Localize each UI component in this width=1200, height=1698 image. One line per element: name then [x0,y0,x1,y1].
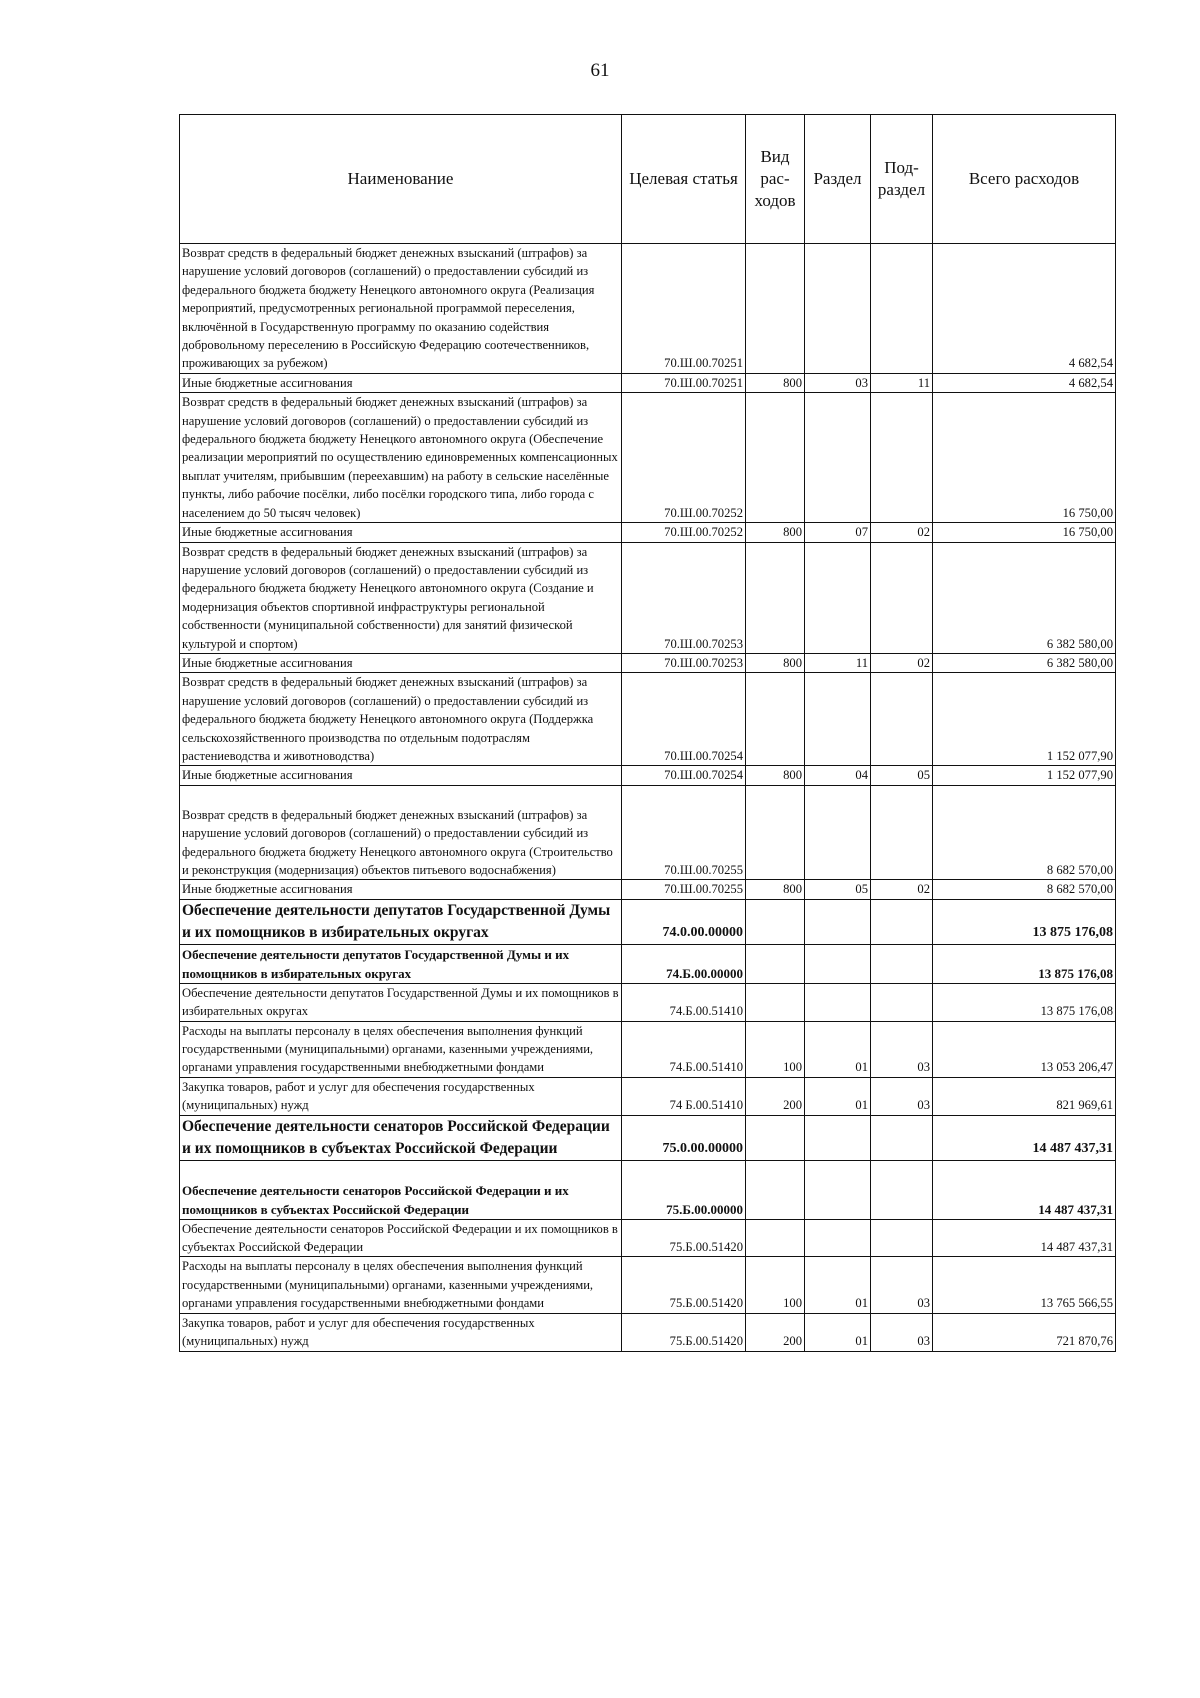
row-expense-type [746,944,805,983]
row-total: 8 682 570,00 [933,785,1116,880]
row-expense-type [746,1160,805,1219]
row-name: Иные бюджетные ассигнования [180,523,622,542]
row-expense-type [746,542,805,653]
page-number: 61 [590,60,610,81]
table-row [180,673,1116,766]
table-row [180,373,1116,392]
row-subsection [871,1115,933,1160]
row-target-article: 74.Б.00.00000 [622,944,746,983]
row-subsection [871,542,933,653]
row-section [805,899,871,944]
row-subsection: 02 [871,653,933,672]
row-expense-type: 800 [746,373,805,392]
row-subsection [871,785,933,880]
row-name: Обеспечение деятельности депутатов Государственной Думы и их помощников в избирательных округах [180,899,622,944]
row-subsection [871,1219,933,1257]
row-name: Возврат средств в федеральный бюджет денежных взысканий (штрафов) за нарушение условий договоров (соглашений) о предоставлении субсидий из федерального бюджета бюджету Ненецкого автономного округа (Обеспечение реализации мероприятий по осуществлению единовременных компенсационных выплат учителям, прибывшим (переехавшим) на работу в сельские населённые пункты, либо рабочие посёлки, либо посёлки городского типа, либо города с населением до 50 тысяч человек) [180,393,622,523]
table-row-subprogram [180,944,1116,983]
row-target-article: 75.Б.00.51420 [622,1313,746,1351]
row-target-article: 70.Ш.00.70255 [622,880,746,899]
row-target-article: 70.Ш.00.70252 [622,393,746,523]
row-target-article: 70.Ш.00.70255 [622,785,746,880]
row-subsection: 11 [871,373,933,392]
row-target-article: 75.0.00.00000 [622,1115,746,1160]
row-section: 01 [805,1257,871,1313]
row-section: 07 [805,523,871,542]
row-total: 16 750,00 [933,393,1116,523]
table-row [180,523,1116,542]
table-row [180,393,1116,523]
row-expense-type: 800 [746,766,805,785]
row-name: Возврат средств в федеральный бюджет денежных взысканий (штрафов) за нарушение условий договоров (соглашений) о предоставлении субсидий из федерального бюджета бюджету Ненецкого автономного округа (Реализация мероприятий, предусмотренных региональной программой переселения, включённой в Государственную программу по оказанию содействия добровольному переселению в Российскую Федерацию соотечественников, проживающих за рубежом) [180,244,622,374]
table-row [180,1021,1116,1077]
row-expense-type [746,244,805,374]
row-section [805,1219,871,1257]
row-target-article: 70.Ш.00.70254 [622,766,746,785]
row-total: 16 750,00 [933,523,1116,542]
table-row [180,244,1116,374]
row-target-article: 74.0.00.00000 [622,899,746,944]
header-expense-type: Вид рас- ходов [746,115,805,244]
row-name: Обеспечение деятельности депутатов Государственной Думы и их помощников в избирательных округах [180,983,622,1021]
row-section [805,542,871,653]
header-section: Раздел [805,115,871,244]
row-subsection: 03 [871,1257,933,1313]
row-target-article: 70.Ш.00.70253 [622,653,746,672]
row-subsection [871,673,933,766]
row-name: Обеспечение деятельности сенаторов Российской Федерации и их помощников в субъектах Российской Федерации [180,1115,622,1160]
row-name: Иные бюджетные ассигнования [180,373,622,392]
row-expense-type: 100 [746,1257,805,1313]
row-total: 6 382 580,00 [933,653,1116,672]
row-section: 05 [805,880,871,899]
row-section [805,244,871,374]
row-name: Иные бюджетные ассигнования [180,653,622,672]
row-section: 04 [805,766,871,785]
row-expense-type [746,983,805,1021]
row-section [805,1115,871,1160]
row-total: 4 682,54 [933,244,1116,374]
row-section [805,983,871,1021]
row-name: Возврат средств в федеральный бюджет денежных взысканий (штрафов) за нарушение условий договоров (соглашений) о предоставлении субсидий из федерального бюджета бюджету Ненецкого автономного округа (Создание и модернизация объектов спортивной инфраструктуры региональной собственности (муниципальной собственности) для занятий физической культурой и спортом) [180,542,622,653]
row-name: Обеспечение деятельности сенаторов Российской Федерации и их помощников в субъектах Российской Федерации [180,1219,622,1257]
row-subsection [871,899,933,944]
row-name: Иные бюджетные ассигнования [180,766,622,785]
row-subsection [871,1160,933,1219]
row-total: 821 969,61 [933,1077,1116,1115]
row-target-article: 70.Ш.00.70252 [622,523,746,542]
row-subsection: 03 [871,1021,933,1077]
row-name: Закупка товаров, работ и услуг для обеспечения государственных (муниципальных) нужд [180,1313,622,1351]
row-target-article: 70.Ш.00.70251 [622,373,746,392]
row-subsection [871,244,933,374]
header-subsection: Под- раздел [871,115,933,244]
row-total: 1 152 077,90 [933,673,1116,766]
row-section [805,1160,871,1219]
table-row [180,653,1116,672]
row-total: 4 682,54 [933,373,1116,392]
row-target-article: 70.Ш.00.70253 [622,542,746,653]
row-expense-type: 800 [746,653,805,672]
table-header-row [180,115,1116,244]
row-section: 01 [805,1077,871,1115]
table-row [180,983,1116,1021]
row-name: Расходы на выплаты персоналу в целях обеспечения выполнения функций государственными (муниципальными) органами, казенными учреждениями, органами управления государственными внебюджетными фондами [180,1021,622,1077]
row-total: 13 875 176,08 [933,944,1116,983]
row-total: 14 487 437,31 [933,1160,1116,1219]
row-subsection [871,983,933,1021]
row-total: 6 382 580,00 [933,542,1116,653]
row-target-article: 74.Б.00.51410 [622,1021,746,1077]
header-target-article: Целевая статья [622,115,746,244]
row-total: 14 487 437,31 [933,1115,1116,1160]
row-section: 01 [805,1021,871,1077]
table-row-program [180,899,1116,944]
row-name: Возврат средств в федеральный бюджет денежных взысканий (штрафов) за нарушение условий договоров (соглашений) о предоставлении субсидий из федерального бюджета бюджету Ненецкого автономного округа (Поддержка сельскохозяйственного производства по отдельным подотраслям растениеводства и животноводства) [180,673,622,766]
row-expense-type [746,785,805,880]
header-total: Всего расходов [933,115,1116,244]
row-expense-type [746,393,805,523]
header-name: Наименование [180,115,622,244]
row-subsection: 05 [871,766,933,785]
row-total: 13 875 176,08 [933,899,1116,944]
row-target-article: 70.Ш.00.70254 [622,673,746,766]
row-target-article: 75.Б.00.51420 [622,1219,746,1257]
row-total: 1 152 077,90 [933,766,1116,785]
row-section: 03 [805,373,871,392]
table-row [180,1313,1116,1351]
row-name: Возврат средств в федеральный бюджет денежных взысканий (штрафов) за нарушение условий договоров (соглашений) о предоставлении субсидий из федерального бюджета бюджету Ненецкого автономного округа (Строительство и реконструкция (модернизация) объектов питьевого водоснабжения) [180,785,622,880]
row-subsection: 02 [871,523,933,542]
table-row [180,785,1116,880]
row-total: 721 870,76 [933,1313,1116,1351]
row-name: Закупка товаров, работ и услуг для обеспечения государственных (муниципальных) нужд [180,1077,622,1115]
row-expense-type: 100 [746,1021,805,1077]
row-expense-type: 800 [746,880,805,899]
row-total: 14 487 437,31 [933,1219,1116,1257]
row-target-article: 75.Б.00.51420 [622,1257,746,1313]
table-row-program [180,1115,1116,1160]
row-name: Расходы на выплаты персоналу в целях обеспечения выполнения функций государственными (муниципальными) органами, казенными учреждениями, органами управления государственными внебюджетными фондами [180,1257,622,1313]
table-row [180,542,1116,653]
table-row [180,1257,1116,1313]
row-expense-type: 200 [746,1313,805,1351]
row-subsection: 03 [871,1077,933,1115]
row-name: Иные бюджетные ассигнования [180,880,622,899]
row-total: 13 765 566,55 [933,1257,1116,1313]
budget-table [179,114,1116,1352]
row-expense-type [746,673,805,766]
row-target-article: 74 Б.00.51410 [622,1077,746,1115]
row-section: 11 [805,653,871,672]
row-section [805,673,871,766]
row-target-article: 75.Б.00.00000 [622,1160,746,1219]
row-subsection [871,944,933,983]
row-subsection: 03 [871,1313,933,1351]
row-name: Обеспечение деятельности депутатов Государственной Думы и их помощников в избирательных округах [180,944,622,983]
table-row-subprogram [180,1160,1116,1219]
row-subsection: 02 [871,880,933,899]
table-row [180,766,1116,785]
row-expense-type [746,899,805,944]
table-row [180,1077,1116,1115]
row-section [805,785,871,880]
row-section [805,944,871,983]
table-row [180,880,1116,899]
row-section [805,393,871,523]
row-total: 13 875 176,08 [933,983,1116,1021]
row-expense-type [746,1115,805,1160]
row-section: 01 [805,1313,871,1351]
row-target-article: 74.Б.00.51410 [622,983,746,1021]
row-total: 13 053 206,47 [933,1021,1116,1077]
row-expense-type [746,1219,805,1257]
row-total: 8 682 570,00 [933,880,1116,899]
row-expense-type: 200 [746,1077,805,1115]
row-expense-type: 800 [746,523,805,542]
row-subsection [871,393,933,523]
row-target-article: 70.Ш.00.70251 [622,244,746,374]
table-row [180,1219,1116,1257]
row-name: Обеспечение деятельности сенаторов Российской Федерации и их помощников в субъектах Российской Федерации [180,1160,622,1219]
